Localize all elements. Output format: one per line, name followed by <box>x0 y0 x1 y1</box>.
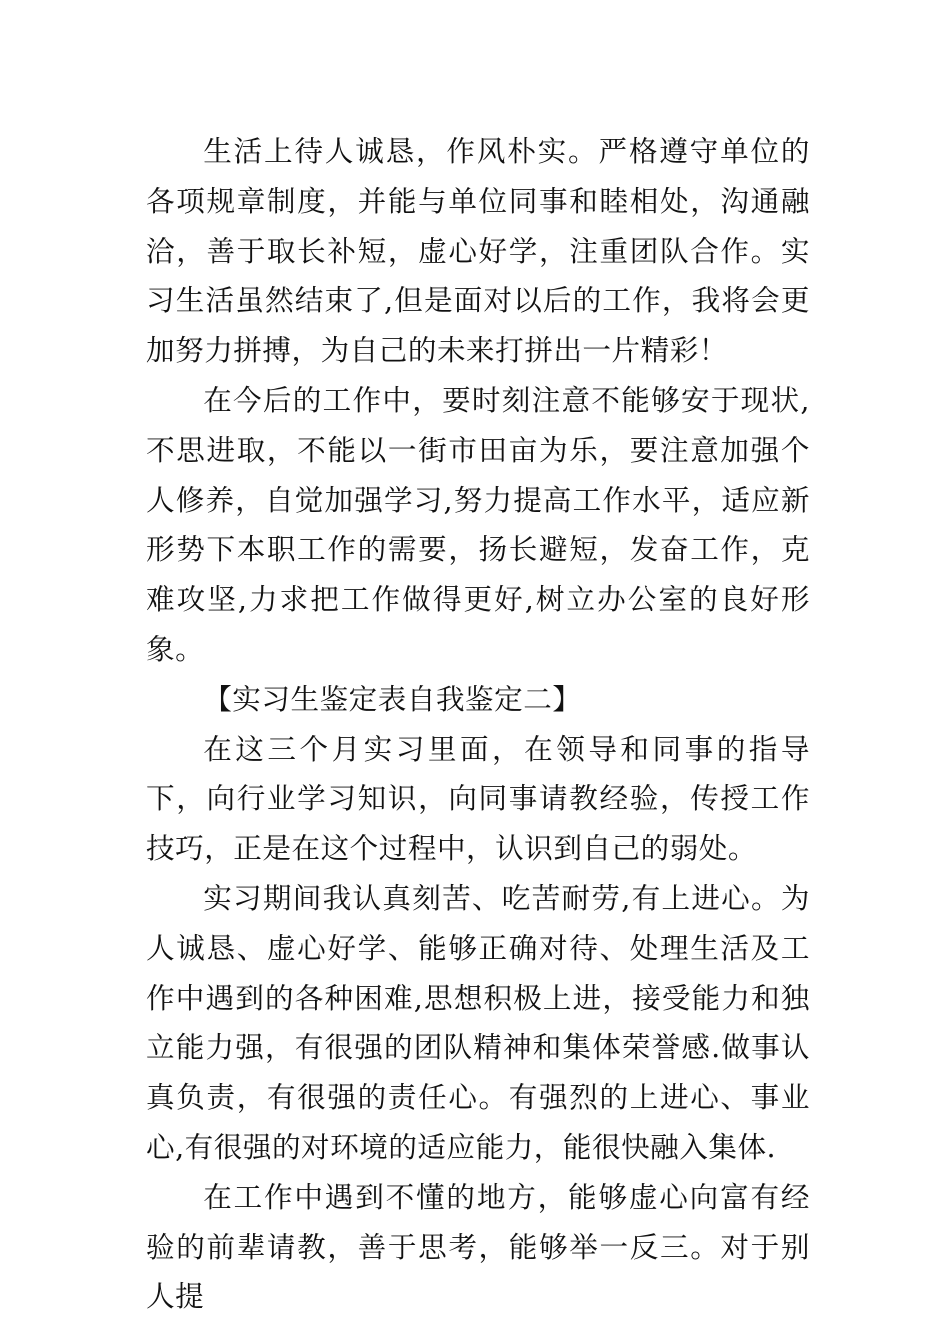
section-heading: 【实习生鉴定表自我鉴定二】 <box>203 681 582 716</box>
paragraph-three-months: 在这三个月实习里面，在领导和同事的指导下，向行业学习知识，向同事请教经验，传授工作技巧，正是在这个过程中，认识到自己的弱处。 <box>146 731 810 866</box>
paragraph-internship-period: 实习期间我认真刻苦、吃苦耐劳,有上进心。为人诚恳、虚心好学、能够正确对待、处理生活及工作中遇到的各种困难,思想积极上进，接受能力和独立能力强，有很强的团队精神和集体荣誉感.做事认真负责，有很强的责任心。有强烈的上进心、事业心,有很强的对环境的适应能力，能很快融入集体. <box>146 880 810 1164</box>
paragraph-future-work: 在今后的工作中，要时刻注意不能够安于现状,不思进取，不能以一街市田亩为乐，要注意加强个人修养，自觉加强学习,努力提高工作水平，适应新形势下本职工作的需要，扬长避短，发奋工作，克难攻坚,力求把工作做得更好,树立办公室的良好形象。 <box>146 382 810 666</box>
paragraph-learning: 在工作中遇到不懂的地方，能够虚心向富有经验的前辈请教，善于思考，能够举一反三。对于别人提 <box>146 1179 810 1314</box>
document-body <box>146 127 810 1322</box>
paragraph-life-attitude: 生活上待人诚恳，作风朴实。严格遵守单位的各项规章制度，并能与单位同事和睦相处，沟通融洽，善于取长补短，虚心好学，注重团队合作。实习生活虽然结束了,但是面对以后的工作，我将会更加努力拼搏，为自己的未来打拼出一片精彩！ <box>146 134 810 368</box>
